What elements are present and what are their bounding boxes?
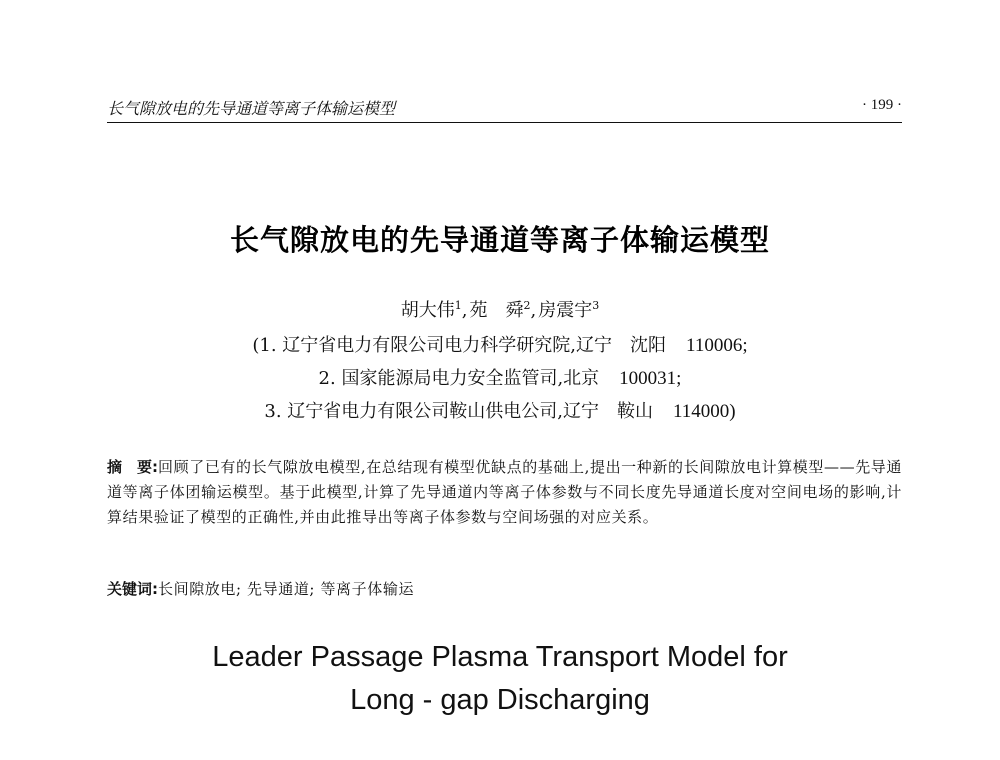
author-name: 房震宇 — [538, 300, 593, 321]
keywords-label: 关键词: — [107, 580, 158, 598]
affiliation-1 — [0, 331, 1000, 357]
english-title-line-2: Long - gap Discharging — [350, 684, 650, 716]
abstract-text: 回顾了已有的长气隙放电模型,在总结现有模型优缺点的基础上,提出一种新的长间隙放电计算模型——先导通道等离子体团输运模型。基于此模型,计算了先导通道内等离子体参数与不同长度先导通道长度对空间电场的影响,计算结果验证了模型的正确性,并由此推导出等离子体参数与空间场强的对应关系。 — [107, 458, 903, 526]
affiliation-3 — [0, 397, 1000, 423]
author-affil-mark: 1 — [454, 299, 462, 312]
author-list — [0, 296, 1000, 322]
author-separator: , — [461, 300, 468, 321]
affiliation-text: 3. 辽宁省电力有限公司鞍山供电公司,辽宁 鞍山 — [264, 401, 653, 422]
english-title-line-1: Leader Passage Plasma Transport Model for — [212, 641, 788, 673]
abstract — [107, 455, 902, 530]
author-affil-mark: 2 — [523, 299, 531, 312]
affiliation-postcode: 100031; — [619, 368, 682, 389]
page-number: · 199 · — [862, 97, 902, 113]
author-name: 苑 舜 — [469, 300, 524, 321]
author-separator: , — [530, 300, 537, 321]
affiliation-2 — [0, 364, 1000, 390]
keywords — [107, 578, 902, 599]
affiliation-postcode: 114000) — [673, 401, 736, 422]
affiliation-postcode: 110006; — [686, 335, 748, 356]
paper-title: 长气隙放电的先导通道等离子体输运模型 — [229, 223, 770, 257]
keywords-text: 长间隙放电; 先导通道; 等离子体输运 — [158, 580, 415, 598]
affiliation-text: (1. 辽宁省电力有限公司电力科学研究院,辽宁 沈阳 — [252, 335, 667, 356]
affiliation-text: 2. 国家能源局电力安全监管司,北京 — [318, 368, 600, 389]
abstract-label: 摘 要: — [107, 458, 159, 476]
running-header — [107, 96, 902, 123]
running-title: 长气隙放电的先导通道等离子体输运模型 — [107, 99, 396, 118]
author-affil-mark: 3 — [592, 299, 600, 312]
author-name: 胡大伟 — [400, 300, 455, 321]
